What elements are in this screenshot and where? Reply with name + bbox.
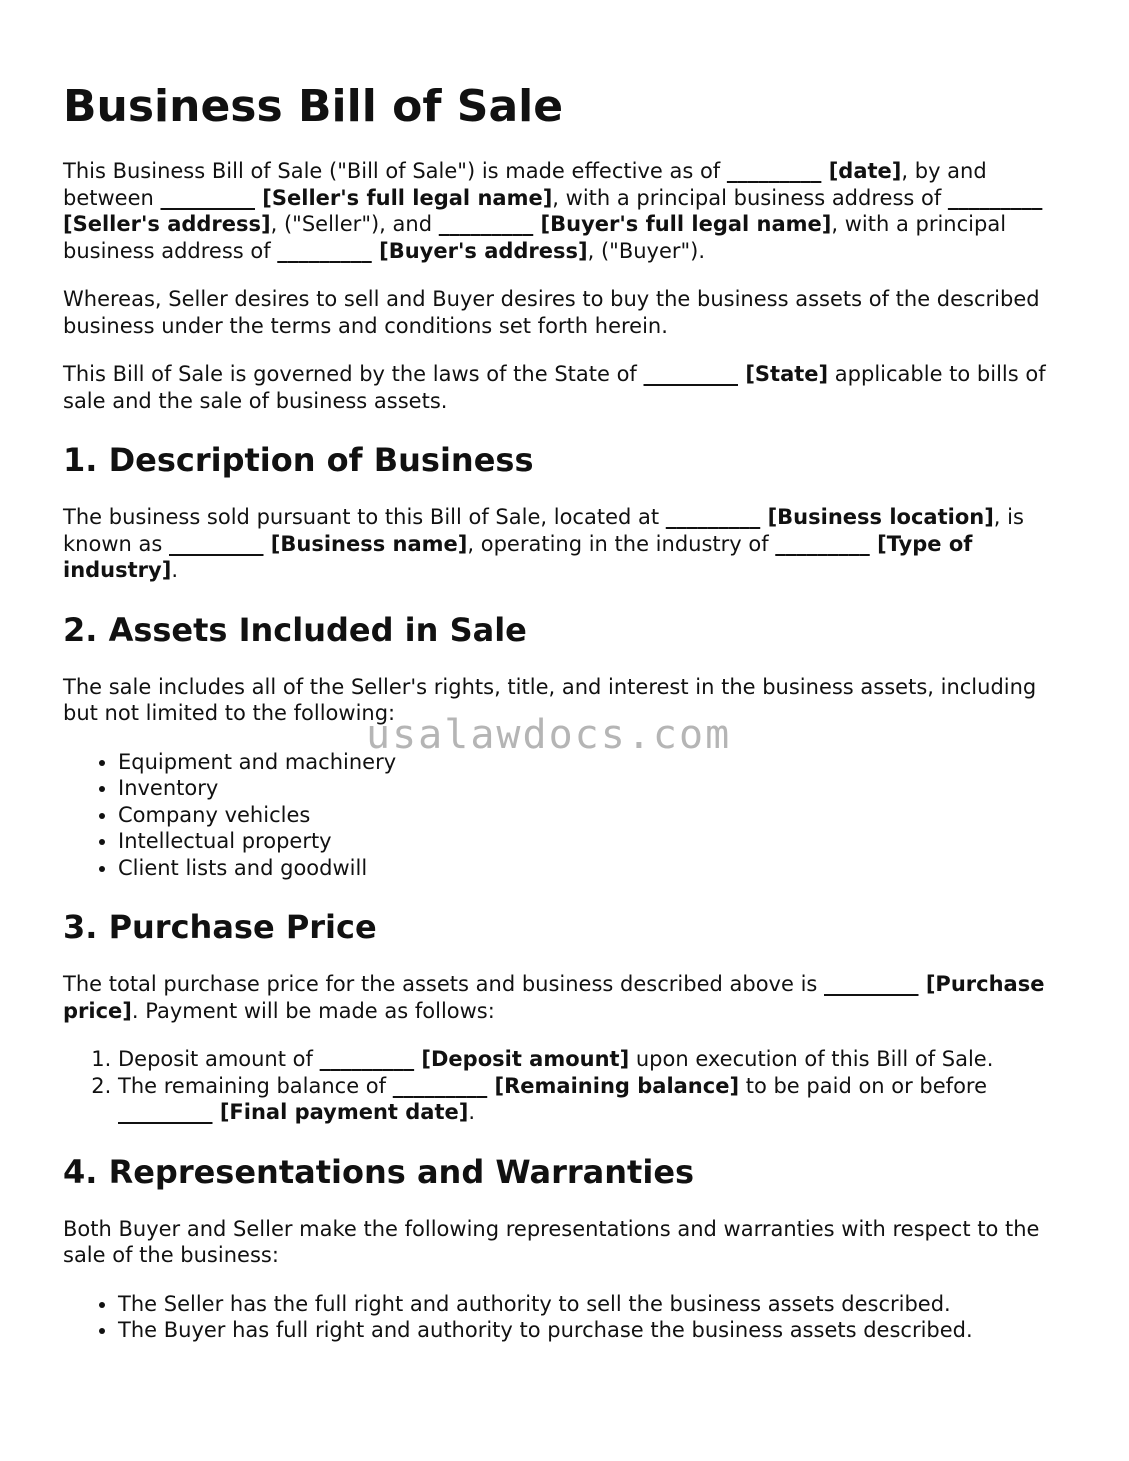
blank-final-payment-date: _________ [Final payment date] <box>118 1100 469 1124</box>
payment-list <box>63 1046 1073 1126</box>
blank-purchase-price: _________ [Purchase price] <box>63 972 1045 1023</box>
section-1-paragraph: The business sold pursuant to this Bill of Sale, located at _________ [Business location], is known as _________ [Business name], operating in the industry of _________ [Type of industry]. <box>63 505 1024 582</box>
document-title: Business Bill of Sale <box>63 81 564 132</box>
blank-deposit-amount: _________ [Deposit amount] <box>319 1047 630 1071</box>
blank-seller-name: _________ [Seller's full legal name] <box>160 185 553 210</box>
blank-business-name: _________ [Business name] <box>168 531 468 556</box>
section-2-heading: 2. Assets Included in Sale <box>63 610 527 649</box>
list-item: • Intellectual property <box>118 828 1073 855</box>
section-2-paragraph: The sale includes all of the Seller's rights, title, and interest in the business assets, including but not limited to the following: <box>63 674 1037 725</box>
section-4-heading: 4. Representations and Warranties <box>63 1152 695 1191</box>
blank-industry-type: _________ [Type of industry] <box>63 531 973 582</box>
blank-business-location: _________ [Business location] <box>665 505 994 529</box>
section-3-heading: 3. Purchase Price <box>63 908 377 946</box>
list-item: • The Buyer has full right and authority to purchase the business assets described. <box>118 1317 1073 1344</box>
list-item: • Inventory <box>118 775 1073 802</box>
section-3-paragraph: The total purchase price for the assets and business described above is _________ [Purchase price]. Payment will be made as follows: <box>63 972 1045 1023</box>
list-item: • The Seller has the full right and authority to sell the business assets described. <box>118 1291 1073 1318</box>
blank-buyer-name: _________ [Buyer's full legal name] <box>438 212 832 236</box>
intro-paragraph: This Business Bill of Sale ("Bill of Sale") is made effective as of _________ [date], by and between _________ [Seller's full legal name], with a principal business address of _________ [Seller's address], ("Seller"), and _________ [Buyer's full legal name], with a principal business address of _________ [Buyer's address], ("Buyer"). <box>63 159 1043 263</box>
list-item: • Client lists and goodwill <box>118 855 1073 882</box>
section-4-paragraph: Both Buyer and Seller make the following representations and warranties with respect to the sale of the business: <box>63 1216 1040 1267</box>
whereas-paragraph: Whereas, Seller desires to sell and Buyer desires to buy the business assets of the described business under the terms and conditions set forth herein. <box>63 287 1040 338</box>
blank-remaining-balance: _________ [Remaining balance] <box>392 1073 740 1098</box>
blank-date: _________ [date] <box>726 159 902 183</box>
list-item: 2. The remaining balance of _________ [Remaining balance] to be paid on or before _________ [Final payment date]. <box>118 1073 1073 1126</box>
governing-law-paragraph: This Bill of Sale is governed by the laws of the State of _________ [State] applicable to bills of sale and the sale of business assets. <box>63 362 1046 413</box>
blank-state: _________ [State] <box>643 362 829 386</box>
list-item: 1. Deposit amount of _________ [Deposit amount] upon execution of this Bill of Sale. <box>118 1046 1073 1073</box>
blank-buyer-address: _________ [Buyer's address] <box>277 238 588 263</box>
list-item: • Company vehicles <box>118 802 1073 829</box>
assets-list <box>63 749 1073 882</box>
blank-seller-address: _________ [Seller's address] <box>63 185 1043 236</box>
watermark: usalawdocs.com <box>366 712 732 758</box>
list-item: • Equipment and machinery <box>118 749 1073 776</box>
section-1-heading: 1. Description of Business <box>63 441 534 479</box>
warranties-list <box>63 1291 1073 1344</box>
document-page <box>63 78 1073 1366</box>
